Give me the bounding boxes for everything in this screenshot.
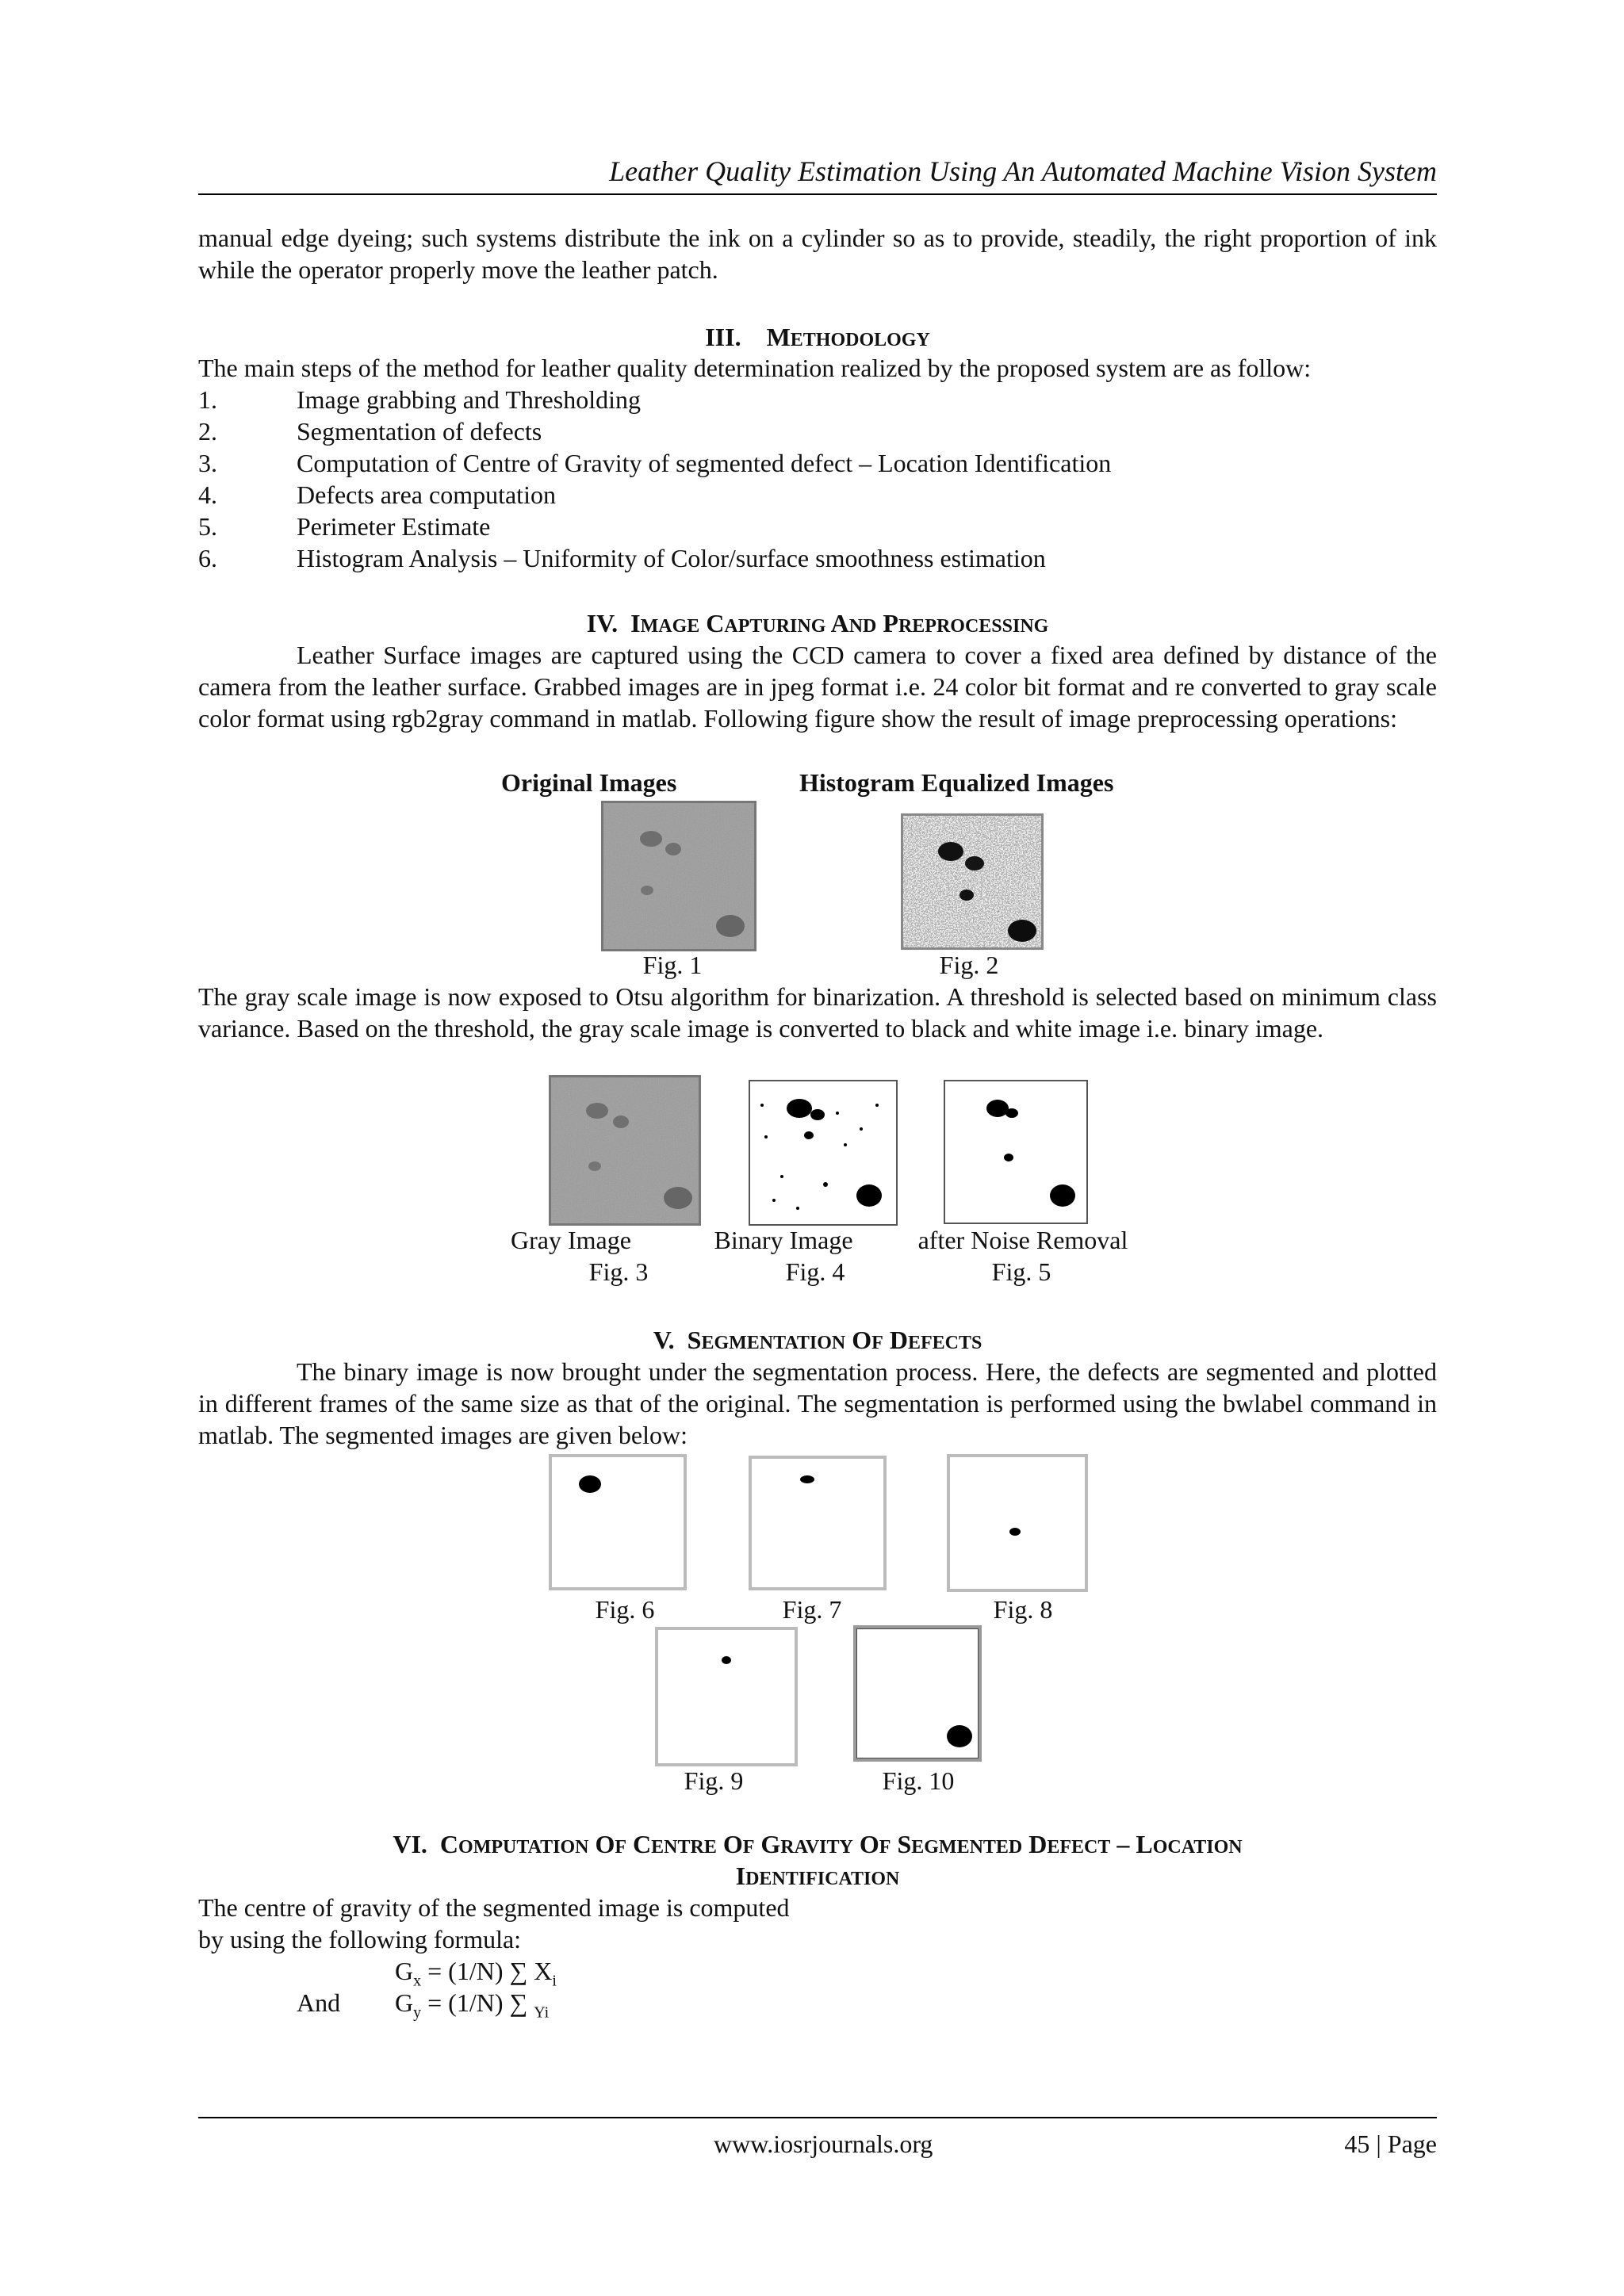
fig-2-graphic [903, 816, 1041, 947]
list-item-number: 4. [198, 480, 217, 509]
section-4-paragraph-2: The gray scale image is now exposed to Otsu algorithm for binarization. A threshold is selected based on minimum class variance. Based on the threshold, the gray scale image is converted to black and white image i.e. binary image. [198, 982, 1437, 1043]
section-6-heading-line-2: IDENTIFICATION [735, 1862, 900, 1890]
fig-8-caption: Fig. 8 [993, 1595, 1053, 1624]
fig-10-graphic [856, 1628, 979, 1758]
fig-8-image [947, 1454, 1088, 1592]
list-item-text: Defects area computation [297, 480, 556, 509]
section-6-line-2: by using the following formula: [198, 1925, 522, 1954]
fig-3-image [549, 1075, 701, 1226]
formula-gy-prefix: And [297, 1988, 341, 2017]
formula-gx: $G_x = (1/N)$ ∑ $X_i$ [395, 1957, 557, 1990]
fig-4-graphic [750, 1081, 896, 1224]
footer-url: www.iosrjournals.org [714, 2130, 933, 2158]
fig-6-graphic [552, 1457, 684, 1587]
section-6-line-1: The centre of gravity of the segmented image is computed [198, 1893, 790, 1922]
list-item-text: Segmentation of defects [297, 417, 542, 446]
list-item-text: Computation of Centre of Gravity of segmented defect – Location Identification [297, 449, 1112, 477]
footer-page-number: 45 | Page [1344, 2130, 1437, 2158]
fig-3-graphic [551, 1077, 699, 1223]
fig-5-caption: Fig. 5 [991, 1257, 1051, 1286]
fig-2-caption: Fig. 2 [939, 951, 999, 979]
list-item-number: 2. [198, 417, 217, 446]
section-6-heading: VI. COMPUTATION OF CENTRE OF GRAVITY OF SEGMENTED DEFECT – LOCATION [393, 1830, 1243, 1858]
fig-6-image [549, 1454, 687, 1590]
section-4-heading: IV. IMAGE CAPTURING AND PREPROCESSING [586, 609, 1049, 637]
list-item-text: Perimeter Estimate [297, 512, 491, 541]
section-5-heading: V. SEGMENTATION OF DEFECTS [653, 1326, 982, 1354]
footer-rule [198, 2117, 1437, 2118]
section-number: VI. [393, 1830, 427, 1858]
fig-8-graphic [950, 1457, 1085, 1589]
fig-4-image [749, 1080, 898, 1226]
fig-5-label: after Noise Removal [917, 1226, 1128, 1254]
list-item-text: Image grabbing and Thresholding [297, 385, 641, 414]
list-item-number: 1. [198, 385, 217, 414]
fig-10-caption: Fig. 10 [882, 1766, 955, 1795]
histogram-equalized-label: Histogram Equalized Images [799, 768, 1114, 797]
list-item-number: 3. [198, 449, 217, 477]
fig-5-graphic [945, 1081, 1086, 1223]
fig-10-image [853, 1625, 982, 1762]
fig-7-graphic [752, 1459, 883, 1587]
fig-9-graphic [658, 1630, 795, 1763]
fig-1-image [601, 801, 756, 951]
header-rule [198, 193, 1437, 195]
running-header: Leather Quality Estimation Using An Automated Machine Vision System [609, 155, 1437, 187]
fig-3-label: Gray Image [511, 1226, 631, 1254]
section-number: IV. [586, 609, 619, 637]
fig-4-label: Binary Image [714, 1226, 853, 1254]
section-3-lead: The main steps of the method for leather quality determination realized by the proposed system are as follow: [198, 354, 1312, 382]
list-item-text: Histogram Analysis – Uniformity of Color/surface smoothness estimation [297, 544, 1046, 572]
fig-6-caption: Fig. 6 [595, 1595, 655, 1624]
fig-7-image [749, 1456, 887, 1590]
fig-7-caption: Fig. 7 [782, 1595, 842, 1624]
section-4-paragraph: Leather Surface images are captured using the CCD camera to cover a fixed area defined by distance of the camera from the leather surface. Grabbed images are in jpeg format i.e. 24 color bit format and re converted to gray scale color format using rgb2gray command in matlab. Following figure show the result of image preprocessing operations: [198, 641, 1437, 733]
formula-gy: $G_y = (1/N)$ ∑ $_{Yi}$ [395, 1988, 550, 2022]
section-3-heading: III. METHODOLOGY [705, 323, 930, 351]
fig-9-caption: Fig. 9 [684, 1766, 744, 1795]
section-number: V. [653, 1326, 675, 1354]
fig-1-graphic [603, 803, 754, 949]
list-item-number: 5. [198, 512, 217, 541]
fig-2-image [901, 813, 1044, 950]
fig-1-caption: Fig. 1 [642, 951, 703, 979]
list-item-number: 6. [198, 544, 217, 572]
intro-paragraph: manual edge dyeing; such systems distribute the ink on a cylinder so as to provide, steadily, the right proportion of ink while the operator properly move the leather patch. [198, 224, 1437, 284]
fig-4-caption: Fig. 4 [785, 1257, 845, 1286]
fig-3-caption: Fig. 3 [588, 1257, 649, 1286]
original-images-label: Original Images [501, 768, 677, 797]
fig-5-image [944, 1080, 1088, 1224]
fig-9-image [655, 1627, 798, 1766]
section-5-paragraph: The binary image is now brought under the segmentation process. Here, the defects are segmented and plotted in different frames of the same size as that of the original. The segmentation is performed using the bwlabel command in matlab. The segmented images are given below: [198, 1357, 1437, 1449]
